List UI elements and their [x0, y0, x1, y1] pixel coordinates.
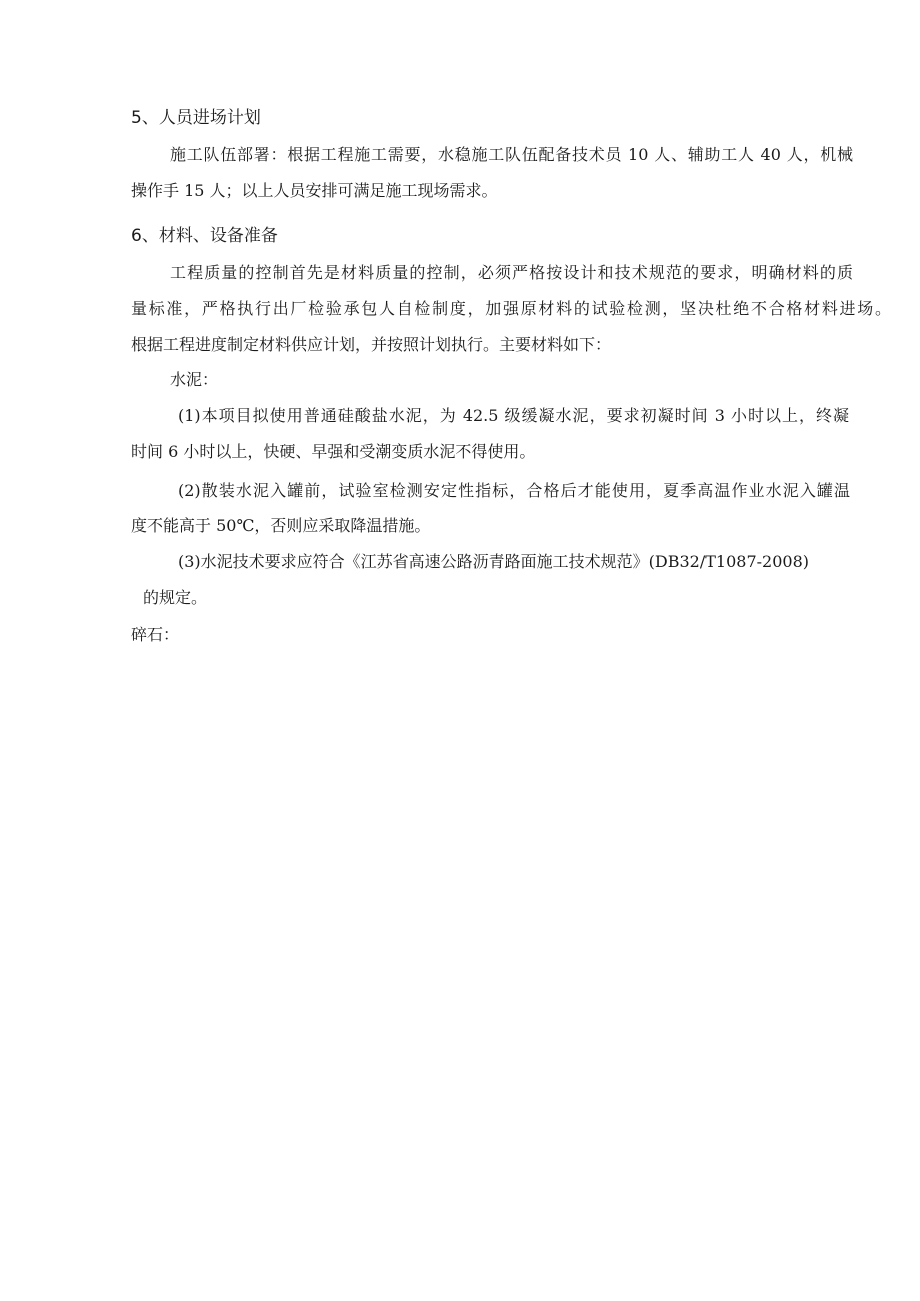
section-6-heading: 6、材料、设备准备	[131, 226, 278, 246]
cement-item-3-line-1: (3)水泥技术要求应符合《江苏省高速公路沥青路面施工技术规范》(DB32/T1087-2008)	[178, 552, 810, 571]
cement-item-1-line-1: (1)本项目拟使用普通硅酸盐水泥，为 42.5 级缓凝水泥，要求初凝时间 3 小时以上，终凝	[178, 406, 849, 425]
section-5-heading: 5、人员进场计划	[131, 108, 261, 128]
cement-item-3-line-2: 的规定。	[143, 588, 208, 607]
cement-item-2-line-2: 度不能高于 50℃，否则应采取降温措施。	[131, 516, 431, 535]
section-5-paragraph-line-2: 操作手 15 人；以上人员安排可满足施工现场需求。	[131, 181, 498, 200]
section-5-paragraph-line-1: 施工队伍部署：根据工程施工需要，水稳施工队伍配备技术员 10 人、辅助工人 40 人，机械	[170, 145, 853, 164]
cement-item-1-line-2: 时间 6 小时以上，快硬、早强和受潮变质水泥不得使用。	[131, 442, 536, 461]
cement-label: 水泥：	[170, 370, 219, 389]
section-6-intro-line-3: 根据工程进度制定材料供应计划，并按照计划执行。主要材料如下：	[131, 335, 612, 354]
cement-item-2-line-1: (2)散装水泥入罐前，试验室检测安定性指标，合格后才能使用，夏季高温作业水泥入罐温	[178, 481, 850, 500]
section-6-intro-line-2: 量标准，严格执行出厂检验承包人自检制度，加强原材料的试验检测，坚决杜绝不合格材料进场。	[131, 299, 891, 318]
section-6-intro-line-1: 工程质量的控制首先是材料质量的控制，必须严格按设计和技术规范的要求，明确材料的质	[170, 263, 853, 282]
gravel-label: 碎石：	[131, 625, 180, 644]
